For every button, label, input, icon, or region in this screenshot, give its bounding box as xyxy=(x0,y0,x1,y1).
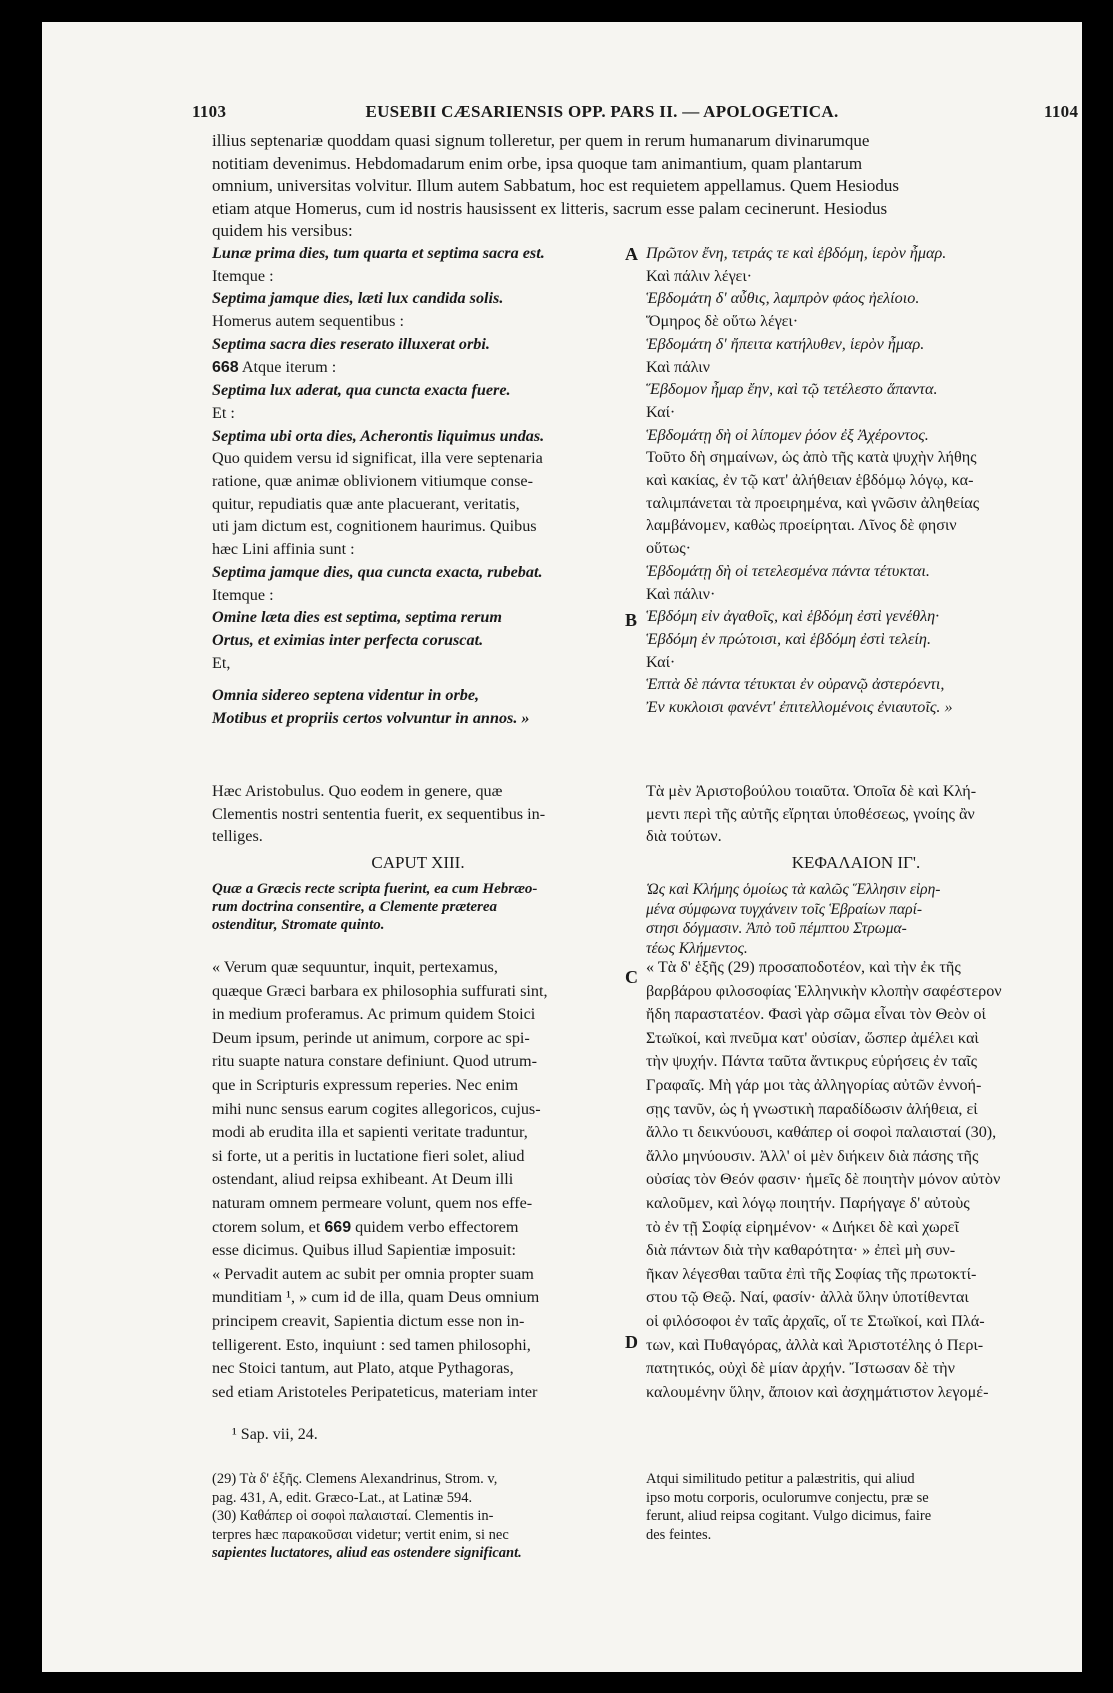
text-line: Itemque : xyxy=(212,585,274,604)
text-line: Καί· xyxy=(646,402,676,421)
text-line: omnium, universitas volvitur. Illum autem Sabbatum, hoc est requietem appellamus. Quem Hesiodus xyxy=(212,176,899,195)
note-line: (30) Καθάπερ οἱ σοφοὶ παλαισταί. Clementis in- xyxy=(212,1508,494,1524)
text-line: « Verum quæ sequuntur, inquit, pertexamus, xyxy=(212,958,498,976)
verse-line: Septima ubi orta dies, Acherontis liquimus undas. xyxy=(212,426,545,445)
text-line: « Τὰ δ' ἑξῆς (29) προσαποδοτέον, καὶ τὴν ἐκ τῆς xyxy=(646,958,961,976)
text-line: illius septenariæ quoddam quasi signum tolleretur, per quem in rerum humanarum divinarumque xyxy=(212,131,870,150)
greek-chapter-heading: ΚΕΦΑΛΑΙΟΝ ΙΓ'. xyxy=(791,853,921,872)
text-line: Et, xyxy=(212,653,231,672)
verse-line: Omnia sidereo septena videntur in orbe, xyxy=(212,686,480,705)
greek-verses xyxy=(646,242,1066,719)
note-line: (29) Τὰ δ' ἑξῆς. Clemens Alexandrinus, Strom. v, xyxy=(212,1471,498,1487)
note-line: terpres hæc παρακοῦσαι videtur; vertit enim, si nec xyxy=(212,1526,509,1543)
text-line: quæque Græci barbara ex philosophia suffurati sint, xyxy=(212,981,548,1000)
verse-line: Septima sacra dies reserato illuxerat orbi. xyxy=(212,334,490,353)
text-line: rum doctrina consentire, a Clemente præterea xyxy=(212,899,497,915)
text-line: Homerus autem sequentibus : xyxy=(212,312,404,331)
greek-closing-paragraph xyxy=(646,780,1066,848)
text-line: καλοῦμεν, καὶ λόγῳ ποιητήν. Παρήγαγε δ' αὐτοὺς xyxy=(646,1193,970,1212)
page-number-left: 1103 xyxy=(192,102,227,121)
notes-left xyxy=(212,1470,624,1563)
text-line: πατητικός, οὐχὶ δὲ μίαν ἀρχήν. Ἴστωσαν δὲ τὴν xyxy=(646,1359,955,1378)
margin-letter-d: D xyxy=(625,1332,638,1352)
text-line: si forte, ut a peritis in luctatione fieri solet, aliud xyxy=(212,1146,525,1165)
text-line: notitiam devenimus. Hebdomadarum enim orbe, ipsa quoque tam animantium, quam plantarum xyxy=(212,153,863,173)
text-line: μεντι περὶ τῆς αὐτῆς εἴρηται ὑποθέσεως, γνοίης ἂν xyxy=(646,804,975,823)
text-line: « Pervadit autem ac subit per omnia propter suam xyxy=(212,1264,534,1283)
text-line: Et : xyxy=(212,403,235,422)
verse-line: Ἑβδόμη ἐν πρώτοισι, καὶ ἑβδόμη ἐστὶ τελείη. xyxy=(646,629,932,648)
text-line: Γραφαῖς. Μὴ γάρ μοι τὰς ἀλληγορίας αὐτῶν ἐννοή- xyxy=(646,1075,982,1094)
text-line-with-marker: 668 Atque iterum : xyxy=(212,357,337,376)
greek-body xyxy=(646,956,1066,1404)
text-line: telligerent. Esto, inquiunt : sed tamen philosophi, xyxy=(212,1335,531,1354)
verse-line: Ἑβδομάτῃ δὴ οἱ τετελεσμένα πάντα τέτυκται. xyxy=(646,561,930,580)
text-line: λαμβάνομεν, καθὼς προείρηται. Λῖνος δὲ φησιν xyxy=(646,516,957,535)
page-number-right: 1104 xyxy=(1044,102,1079,121)
note-line: ipso motu corporis, oculorumve conjectu, præ se xyxy=(646,1489,929,1506)
margin-letter-c: C xyxy=(625,967,638,987)
text-line: οὐσίας τὸν Θεόν φασιν· ἡμεῖς δὲ ποιητὴν μόνον αὐτὸν xyxy=(646,1170,1001,1189)
text-line: διὰ πάντων διὰ τὴν καθαρότητα· » ἐπεὶ μὴ συν- xyxy=(646,1241,956,1260)
text-line: modi ab erudita illa et sapienti veritate traduntur, xyxy=(212,1123,528,1142)
text-line: sed etiam Aristoteles Peripateticus, materiam inter xyxy=(212,1382,538,1401)
text-line: mihi nunc sensus earum cogites allegoricos, cujus- xyxy=(212,1099,541,1118)
notes-right xyxy=(646,1470,1066,1544)
text-line: σῃς τανῦν, ὡς ἡ γνωστικὴ παραδίδωσιν ἀλήθεια, εἰ xyxy=(646,1099,978,1118)
text-line: ostenditur, Stromate quinto. xyxy=(212,917,385,933)
verse-line: Motibus et propriis certos volvuntur in annos. » xyxy=(212,709,530,728)
text-line: στου τῷ Θεῷ. Ναί, φασίν· ἀλλὰ ὕλην ὑποτίθενται xyxy=(646,1288,969,1307)
latin-closing-paragraph xyxy=(212,780,624,848)
latin-chapter-heading: CAPUT XIII. xyxy=(371,853,465,872)
text-line: Ὡς καὶ Κλήμης ὁμοίως τὰ καλῶς Ἕλλησιν εἰρη- xyxy=(646,881,941,898)
text-line: διὰ τούτων. xyxy=(646,827,722,846)
text-line: Ὅμηρος δὲ οὕτω λέγει· xyxy=(646,312,799,331)
verse-line: Septima lux aderat, qua cuncta exacta fuere. xyxy=(212,381,511,400)
page-marker-669: 669 xyxy=(324,1218,352,1236)
note-line: pag. 431, A, edit. Græco-Lat., at Latinæ 594. xyxy=(212,1489,473,1506)
text-line: οἱ φιλόσοφοι ἐν ταῖς ἀρχαῖς, οἵ τε Στωϊκοί, καὶ Πλά- xyxy=(646,1311,985,1330)
text-line: Clementis nostri sententia fuerit, ex sequentibus in- xyxy=(212,804,546,823)
text-line: τὸ ἐν τῇ Σοφίᾳ εἰρημένον· « Διήκει δὲ καὶ χωρεῖ xyxy=(646,1217,959,1236)
text-line: ἄλλο τι δεικνύουσι, καθάπερ οἱ σοφοὶ παλαισταί (30), xyxy=(646,1123,997,1142)
text-line: Καί· xyxy=(646,652,676,671)
text-line: Quæ a Græcis recte scripta fuerint, ea cum Hebræo- xyxy=(212,881,538,897)
text-line: quidem his versibus: xyxy=(212,221,353,240)
text-line: τὴν ψυχήν. Πάντα ταῦτα ἄντικρυς εὑρήσεις ἐν ταῖς xyxy=(646,1052,978,1071)
note-line: des feintes. xyxy=(646,1526,712,1543)
text-line: ἤδη παραστατέον. Φασὶ γὰρ σῶμα εἶναι τὸν Θεὸν οἱ xyxy=(646,1005,986,1024)
verse-line: Ἑβδομάτη δ' ἤπειτα κατήλυθεν, ἱερὸν ἦμαρ. xyxy=(646,334,925,353)
note-line: ferunt, aliud reipsa cogitant. Vulgo dicimus, faire xyxy=(646,1508,932,1524)
text-line: Τοῦτο δὴ σημαίνων, ὡς ἀπὸ τῆς κατὰ ψυχὴν λήθης xyxy=(646,448,977,467)
intro-paragraph xyxy=(212,130,1102,243)
text-line: munditiam ¹, » cum id de illa, quam Deus omnium xyxy=(212,1288,540,1307)
text-line: τέως Κλήμεντος. xyxy=(646,939,748,957)
text-line: καὶ κακίας, ἐν τῷ κατ' ἀλήθειαν ἑβδόμῳ λόγῳ, κα- xyxy=(646,471,974,490)
latin-body xyxy=(212,956,624,1404)
text-line: ταλιμπάνεται τὰ προειρημένα, καὶ γνῶσιν ἀληθείας xyxy=(646,493,980,512)
verse-line: Septima jamque dies, qua cuncta exacta, rubebat. xyxy=(212,562,543,581)
verse-line: Omine læta dies est septima, septima rerum xyxy=(212,608,503,627)
text-line: Itemque : xyxy=(212,266,274,285)
text-line: ratione, quæ animæ oblivionem vitiumque conse- xyxy=(212,472,533,491)
verse-line: Ἕβδομον ἦμαρ ἔην, καὶ τῷ τετέλεστο ἅπαντα. xyxy=(646,380,938,399)
text-line: βαρβάρου φιλοσοφίας Ἑλληνικὴν κλοπὴν σαφέστερον xyxy=(646,981,1002,1000)
footnote: ¹ Sap. vii, 24. xyxy=(232,1426,318,1443)
text-line: στησι δόγμασιν. Ἀπὸ τοῦ πέμπτου Στρωμα- xyxy=(646,920,907,937)
text-line: naturam omnem permeare volunt, quem nos effe- xyxy=(212,1193,533,1212)
text-line: que in Scripturis expressum reperies. Nec enim xyxy=(212,1075,519,1094)
running-title: EUSEBII CÆSARIENSIS OPP. PARS II. — APOLOGETICA. xyxy=(365,102,839,121)
text-line: ostendant, aliud reipsa exhibeant. At Deum illi xyxy=(212,1170,514,1189)
text-line: Quo quidem versu id significat, illa vere septenaria xyxy=(212,449,543,468)
verse-line: Ἑπτὰ δὲ πάντα τέτυκται ἐν οὐρανῷ ἀστερόεντι, xyxy=(646,675,945,694)
text-line: ἄλλο μηνύουσιν. Ἀλλ' οἱ μὲν διήκειν διὰ πάσης τῆς xyxy=(646,1146,979,1165)
verse-line: Lunæ prima dies, tum quarta et septima sacra est. xyxy=(212,244,545,262)
verse-line: Septima jamque dies, læti lux candida solis. xyxy=(212,289,504,308)
greek-chapter-summary xyxy=(646,880,1066,958)
verse-line: Ortus, et eximias inter perfecta coruscat. xyxy=(212,630,484,649)
text-line: nec Stoici tantum, aut Plato, atque Pythagoras, xyxy=(212,1359,514,1378)
text-line: Καὶ πάλιν xyxy=(646,357,710,376)
page-marker-668: 668 xyxy=(212,358,239,376)
margin-letter-a: A xyxy=(625,244,638,264)
text-line: hæc Lini affinia sunt : xyxy=(212,540,355,559)
verse-line: Ἑβδομάτῃ δὴ οἱ λίπομεν ῥόον ἐξ Ἀχέροντος. xyxy=(646,425,929,444)
text-line: καλουμένην ὕλην, ἄποιον καὶ ἀσχημάτιστον λεγομέ- xyxy=(646,1382,989,1401)
text-line: των, καὶ Πυθαγόρας, ἀλλὰ καὶ Ἀριστοτέλης ὁ Περι- xyxy=(646,1335,984,1354)
text-line: Τὰ μὲν Ἀριστοβούλου τοιαῦτα. Ὁποῖα δὲ καὶ Κλή- xyxy=(646,782,977,800)
text-line: in medium proferamus. Ac primum quidem Stoici xyxy=(212,1005,536,1024)
text-line: Καὶ πάλιν· xyxy=(646,584,716,603)
note-line: sapientes luctatores, aliud eas ostendere significant. xyxy=(212,1545,522,1561)
verse-line: Ἐν κυκλοισι φανέντ' ἐπιτελλομένοις ἐνιαυτοῖς. » xyxy=(646,698,953,717)
text-line: esse dicimus. Quibus illud Sapientiæ imposuit: xyxy=(212,1241,516,1260)
text-line: Καὶ πάλιν λέγει· xyxy=(646,266,753,285)
text-line: Στωϊκοί, καὶ πνεῦμα κατ' οὐσίαν, ὥσπερ ἀμέλει καὶ xyxy=(646,1028,979,1047)
latin-verses xyxy=(212,242,624,730)
verse-line: Ἑβδομάτη δ' αὖθις, λαμπρὸν φάος ἠελίοιο. xyxy=(646,289,920,308)
margin-letter-b: B xyxy=(625,610,638,630)
text-line: telliges. xyxy=(212,827,263,846)
text-line: μένα σύμφωνα τυγχάνειν τοῖς Ἑβραίων παρί- xyxy=(646,900,923,918)
text-line: principem creavit, Sapientia dictum esse non in- xyxy=(212,1311,525,1330)
text-line: οὕτως· xyxy=(646,539,692,558)
text-line: Hæc Aristobulus. Quo eodem in genere, quæ xyxy=(212,782,503,800)
text-line: uti jam dictum est, cognitionem haurimus. Quibus xyxy=(212,517,537,536)
text-line: etiam atque Homerus, cum id nostris hausissent ex litteris, sacrum esse palam cecinerunt. Hesiodus xyxy=(212,198,888,218)
text-line: ritu suapte natura constare definiunt. Quod utrum- xyxy=(212,1052,538,1071)
text-line: Deum ipsum, perinde ut animum, corpore ac spi- xyxy=(212,1028,530,1047)
latin-chapter-summary xyxy=(212,880,624,934)
document-page xyxy=(42,22,1082,1672)
verse-line: Πρῶτον ἔνη, τετράς τε καὶ ἑβδόμη, ἱερὸν ἦμαρ. xyxy=(646,244,947,262)
text-line: ῆκαν λέγεσθαι ταῦτα ἐπὶ τῆς Σοφίας τῆς πρωτοκτί- xyxy=(646,1264,977,1283)
note-line: Atqui similitudo petitur a palæstritis, qui aliud xyxy=(646,1471,915,1487)
text-line-with-marker: ctorem solum, et 669 quidem verbo effectorem xyxy=(212,1217,519,1236)
text-line: quitur, repudiatis quæ ante placuerant, veritatis, xyxy=(212,494,520,513)
verse-line: Ἑβδόμη εἰν ἀγαθοῖς, καὶ ἑβδόμη ἐστὶ γενέθλη· xyxy=(646,607,940,626)
